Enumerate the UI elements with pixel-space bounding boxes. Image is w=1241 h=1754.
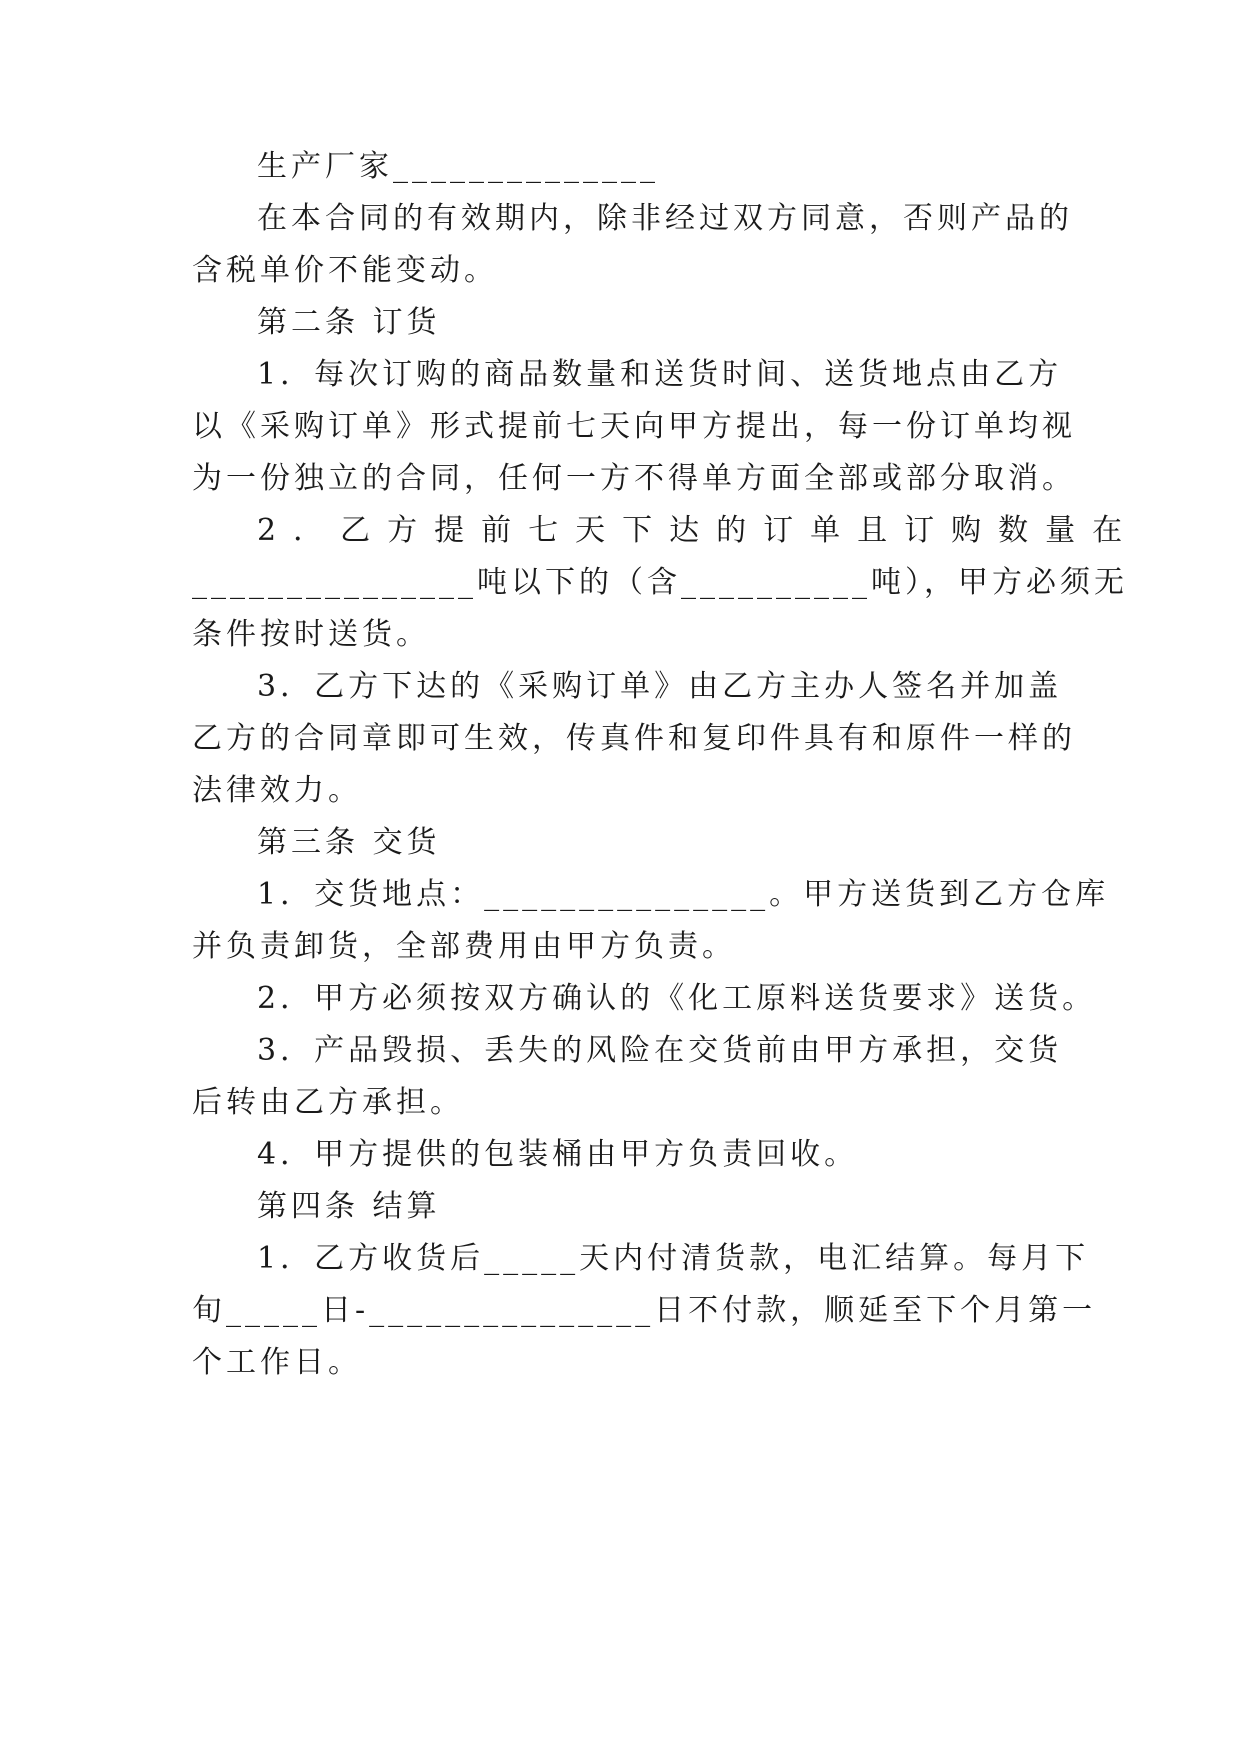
tonnage-included-blank: __________: [681, 565, 871, 600]
paragraph-line: 2．乙方提前七天下达的订单且订购数量在: [257, 513, 1140, 548]
paragraph-line: 在本合同的有效期内，除非经过双方同意，否则产品的: [257, 201, 1073, 236]
paragraph-line: 个工作日。: [192, 1345, 362, 1380]
paragraph-line: 以《采购订单》形式提前七天向甲方提出，每一份订单均视: [192, 409, 1076, 444]
paragraph-line: 3．乙方下达的《采购订单》由乙方主办人签名并加盖: [257, 669, 1063, 704]
line-manufacturer: [257, 145, 1052, 189]
article-heading-4: 第四条 结算: [257, 1189, 441, 1224]
paragraph-line: 2．甲方必须按双方确认的《化工原料送货要求》送货。: [257, 981, 1097, 1016]
paragraph-line: 3．产品毁损、丢失的风险在交货前由甲方承担，交货: [257, 1033, 1063, 1068]
article-heading-2: 第二条 订货: [257, 305, 441, 340]
paragraph-line: 法律效力。: [192, 773, 362, 808]
paragraph-line: 后转由乙方承担。: [192, 1085, 464, 1120]
paragraph-line: 乙方的合同章即可生效，传真件和复印件具有和原件一样的: [192, 721, 1076, 756]
delivery-location-blank: _______________: [484, 877, 770, 912]
line-delivery-location: 1．交货地点：_______________。甲方送货到乙方仓库: [257, 877, 1110, 912]
paragraph-line: 为一份独立的合同，任何一方不得单方面全部或部分取消。: [192, 461, 1076, 496]
paragraph-line: 并负责卸货，全部费用由甲方负责。: [192, 929, 736, 964]
paragraph-line: 含税单价不能变动。: [192, 253, 498, 288]
line-payment-days: 1．乙方收货后_____天内付清货款，电汇结算。每月下: [257, 1241, 1090, 1276]
line-tonnage: _______________吨以下的（含__________吨），甲方必须无: [192, 565, 1128, 600]
paragraph-line: 4．甲方提供的包装桶由甲方负责回收。: [257, 1137, 859, 1172]
paragraph-line: 1．每次订购的商品数量和送货时间、送货地点由乙方: [257, 357, 1063, 392]
period-start-blank: _____: [226, 1293, 321, 1328]
line-nonpayment-period: 旬_____日-_______________日不付款，顺延至下个月第一: [192, 1293, 1097, 1328]
paragraph-line: 条件按时送货。: [192, 617, 430, 652]
manufacturer-label: 生产厂家: [257, 149, 393, 184]
payment-days-blank: _____: [484, 1241, 580, 1276]
period-end-blank: _______________: [369, 1293, 655, 1328]
manufacturer-blank: ______________: [393, 149, 659, 184]
article-heading-3: 第三条 交货: [257, 825, 441, 860]
tonnage-blank: _______________: [192, 565, 477, 600]
